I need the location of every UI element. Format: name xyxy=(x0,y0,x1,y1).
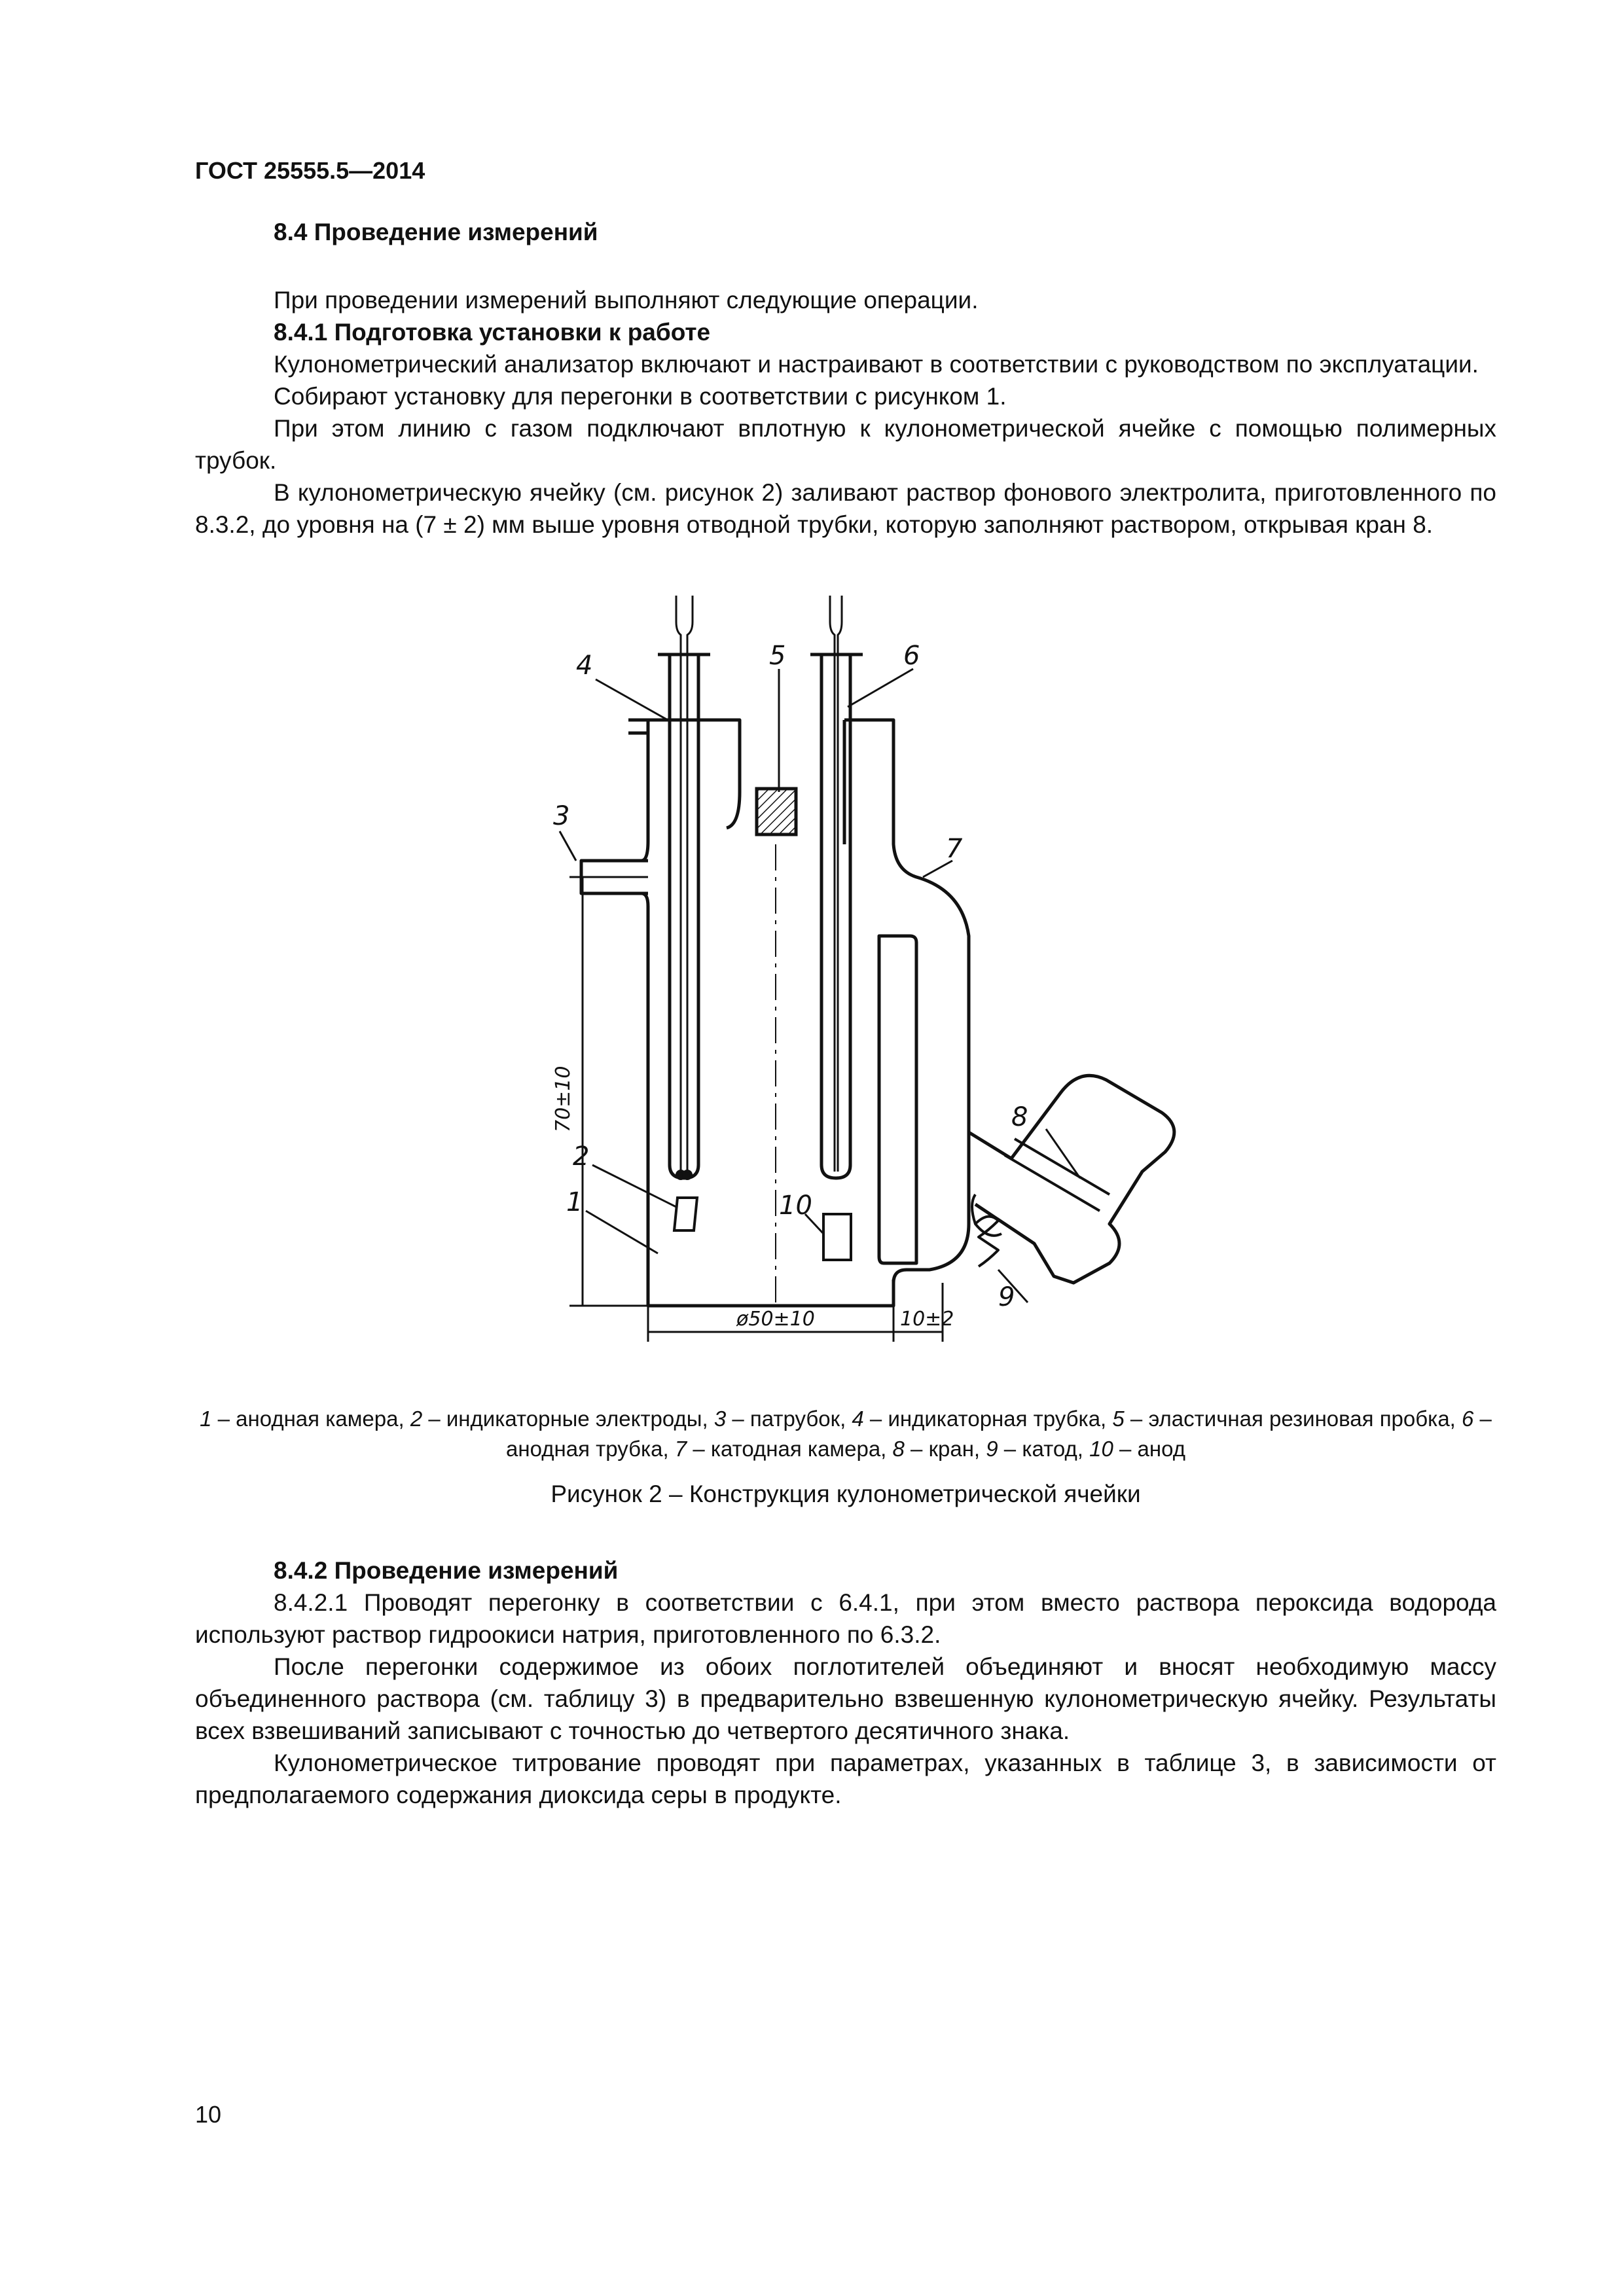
paragraph: В кулонометрическую ячейку (см. рисунок 2) заливают раствор фонового электролита, приготовленного по 8.3.2, до уровня на (7 ± 2) мм выше уровня отводной трубки, которую заполняют раствором, открывая кран 8. xyxy=(195,479,1496,538)
coulometric-cell-diagram xyxy=(517,596,1198,1381)
figure-label-9: 9 xyxy=(998,1282,1015,1312)
paragraph: После перегонки содержимое из обоих поглотителей объединяют и вносят необходимую массу объединенного раствора (см. таблицу 3) в предварительно взвешенную кулонометрическую ячейку. Результаты всех взвешиваний записывают с точностью до четвертого десятичного знака. xyxy=(195,1653,1496,1744)
figure-label-8: 8 xyxy=(1011,1102,1028,1132)
anode-electrode xyxy=(823,1214,851,1260)
paragraph: 8.4.2.1 Проводят перегонку в соответствии с 6.4.1, при этом вместо раствора пероксида водорода используют раствор гидроокиси натрия, приготовленного по 6.3.2. xyxy=(195,1589,1496,1648)
figure-label-6: 6 xyxy=(903,641,920,671)
paragraph: Кулонометрический анализатор включают и настраивают в соответствии с руководством по эксплуатации. xyxy=(274,351,1479,378)
subsection-title-8-4-2: 8.4.2 Проведение измерений xyxy=(274,1557,619,1584)
document-code: ГОСТ 25555.5—2014 xyxy=(195,157,425,184)
rubber-plug xyxy=(757,789,796,834)
page-number: 10 xyxy=(195,2101,222,2128)
dimension-side: 10±2 xyxy=(900,1308,954,1331)
figure-label-7: 7 xyxy=(946,834,963,864)
paragraph: Собирают установку для перегонки в соответствии с рисунком 1. xyxy=(274,383,1007,410)
indicator-tube-socket xyxy=(628,720,740,828)
anode-tube xyxy=(810,655,863,1178)
dimension-lines xyxy=(569,877,943,1342)
dimension-height: 70±10 xyxy=(552,1066,575,1132)
indicator-tube xyxy=(658,655,710,1178)
section-title: 8.4 Проведение измерений xyxy=(274,219,598,245)
cathode-coil xyxy=(975,1217,998,1266)
intro-paragraph: При проведении измерений выполняют следующие операции. xyxy=(274,287,979,314)
figure-label-1: 1 xyxy=(566,1187,583,1217)
paragraph: При этом линию с газом подключают вплотную к кулонометрической ячейке с помощью полимерных трубок. xyxy=(195,415,1496,474)
dimension-width: ø50±10 xyxy=(736,1308,815,1331)
paragraph: Кулонометрическое титрование проводят при параметрах, указанных в таблице 3, в зависимости от предполагаемого содержания диоксида серы в продукте. xyxy=(195,1749,1496,1808)
figure-label-3: 3 xyxy=(553,801,570,831)
cathode-chamber-wall xyxy=(893,720,969,1283)
figure-title: Рисунок 2 – Конструкция кулонометрической ячейки xyxy=(550,1480,1141,1507)
figure-label-2: 2 xyxy=(573,1141,590,1172)
section-8-4-2 xyxy=(195,1554,1496,1811)
figure-legend: 1 – анодная камера, 2 – индикаторные электроды, 3 – патрубок, 4 – индикаторная трубка, 5 – эластичная резиновая пробка, 6 – анодная трубка, 7 – катодная камера, 8 – кран, 9 – катод, 10 – анод xyxy=(200,1407,1492,1461)
figure-label-10: 10 xyxy=(779,1191,812,1221)
subsection-title-8-4-1: 8.4.1 Подготовка установки к работе xyxy=(274,319,711,346)
indicator-electrodes xyxy=(674,1171,697,1230)
figure-label-5: 5 xyxy=(769,641,786,671)
cathode-compartment xyxy=(879,936,916,1263)
section-8-4 xyxy=(195,216,1496,541)
figure-label-4: 4 xyxy=(576,651,593,681)
stopcock-body xyxy=(969,1075,1174,1283)
